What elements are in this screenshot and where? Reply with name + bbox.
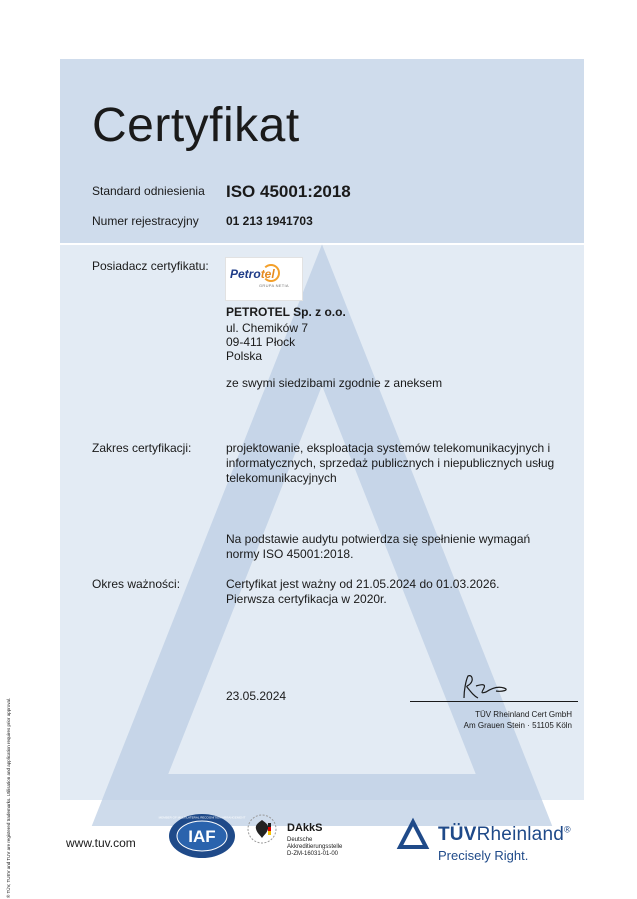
holder-country: Polska	[226, 349, 263, 363]
audit-line-2: normy ISO 45001:2018.	[226, 547, 354, 561]
holder-name: PETROTEL Sp. z o.o.	[226, 305, 346, 319]
tuv-brand: TÜVRheinland®	[438, 824, 571, 845]
scope-line-3: telekomunikacyjnych	[226, 471, 337, 485]
holder-street: ul. Chemików 7	[226, 321, 309, 335]
standard-label: Standard odniesienia	[92, 184, 205, 198]
validity-line-1: Certyfikat jest ważny od 21.05.2024 do 01.03.2026.	[226, 577, 500, 591]
registration-value: 01 213 1941703	[226, 214, 313, 228]
validity-line-2: Pierwsza certyfikacja w 2020r.	[226, 592, 387, 606]
cert-body-name: TÜV Rheinland Cert GmbH	[475, 710, 572, 719]
signature-line	[410, 701, 578, 702]
iaf-text: IAF	[188, 827, 216, 846]
page-title: Certyfikat	[92, 99, 300, 152]
scope-line-2: informatycznych, sprzedaż publicznych i niepublicznych usług	[226, 456, 555, 470]
iaf-seal-icon	[158, 812, 246, 860]
holder-label: Posiadacz certyfikatu:	[92, 259, 209, 273]
dakks-logo	[246, 813, 278, 845]
cert-body-address: Am Grauen Stein · 51105 Köln	[463, 721, 572, 730]
scope-line-1: projektowanie, eksploatacja systemów telekomunikacyjnych i	[226, 441, 551, 455]
footer-url: www.tuv.com	[66, 836, 136, 850]
tuv-slogan: Precisely Right.	[438, 848, 529, 863]
audit-line-1: Na podstawie audytu potwierdza się spełnienie wymagań	[226, 532, 531, 546]
signature-icon	[458, 672, 518, 702]
petrotel-logo	[225, 257, 303, 301]
dakks-name: DAkkS	[287, 822, 323, 834]
validity-label: Okres ważności:	[92, 577, 181, 591]
iaf-logo	[158, 812, 246, 860]
dakks-subtitle: Deutsche Akkreditierungsstelle D-ZM-16031-01-00	[287, 837, 343, 857]
dakks-eagle-icon	[246, 813, 278, 845]
standard-value: ISO 45001:2018	[226, 182, 351, 201]
issue-date: 23.05.2024	[226, 689, 287, 703]
certification-body	[410, 709, 572, 731]
iaf-ring-text: MEMBER OF MULTILATERAL RECOGNITION ARRANGEMENT	[158, 815, 246, 820]
registration-label: Numer rejestracyjny	[92, 214, 199, 228]
holder-sites: ze swymi siedzibami zgodnie z aneksem	[226, 376, 443, 390]
scope-label: Zakres certyfikacji:	[92, 441, 192, 455]
logo-wordmark: Petrotel	[230, 267, 275, 281]
logo-subtitle: GRUPA NETIA	[259, 283, 289, 288]
tuv-triangle-icon	[398, 819, 428, 849]
trademark-note: ® TÜV, TUEV and TUV are registered trademarks. Utilisation and application requires prior approval.	[6, 697, 11, 898]
holder-city: 09-411 Płock	[226, 335, 296, 349]
